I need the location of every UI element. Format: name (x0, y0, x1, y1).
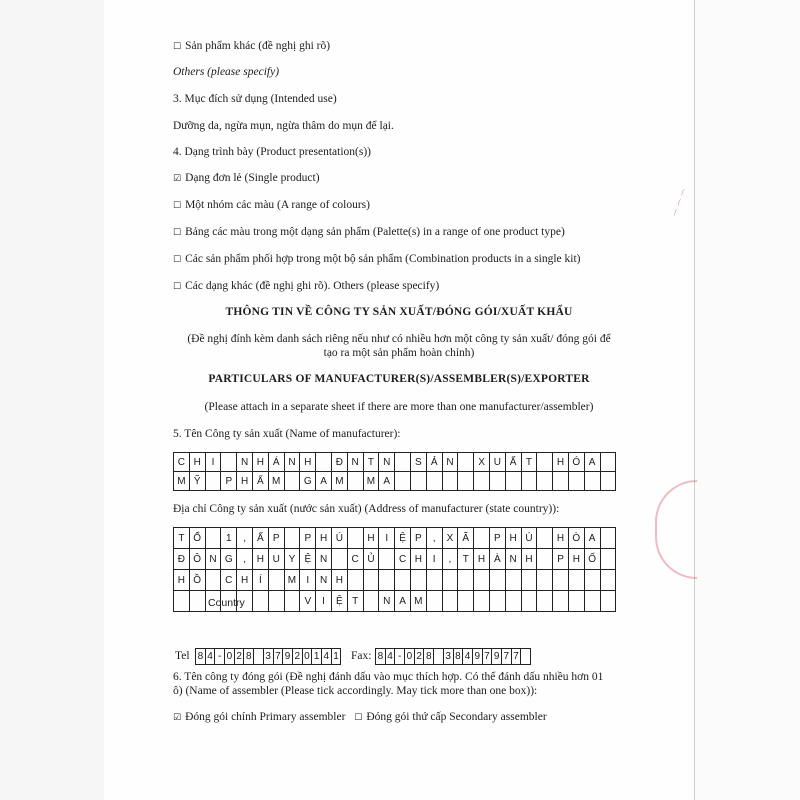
char-cell[interactable]: P (269, 528, 285, 549)
option-palette: ☐ Bảng các màu trong một dạng sản phẩm (Palette(s) in a range of one product type) (173, 226, 565, 238)
char-cell[interactable]: N (443, 453, 459, 472)
digit-cell[interactable]: 3 (444, 649, 454, 665)
char-cell[interactable]: H (522, 549, 538, 570)
char-cell[interactable]: X (443, 528, 459, 549)
char-cell[interactable]: C (395, 549, 411, 570)
char-cell[interactable]: Ồ (190, 570, 206, 591)
char-cell[interactable] (506, 570, 522, 591)
char-cell[interactable] (411, 570, 427, 591)
char-cell[interactable]: , (427, 528, 443, 549)
char-cell[interactable] (411, 472, 427, 491)
digit-cell[interactable]: 2 (235, 649, 245, 665)
option-other-products: ☐ Sản phẩm khác (đề nghị ghi rõ) (173, 40, 331, 52)
digit-cell[interactable]: 0 (303, 649, 313, 665)
char-cell[interactable] (601, 528, 617, 549)
digit-cell[interactable]: 9 (283, 649, 293, 665)
char-cell[interactable]: N (206, 549, 222, 570)
char-cell[interactable]: 1 (221, 528, 237, 549)
char-cell[interactable]: M (174, 472, 190, 491)
digit-cell[interactable]: 1 (312, 649, 322, 665)
char-cell[interactable]: H (253, 453, 269, 472)
manufacturer-name-grid (173, 452, 616, 491)
char-cell[interactable]: A (395, 591, 411, 612)
digit-cell[interactable]: 9 (492, 649, 502, 665)
char-cell[interactable]: T (174, 528, 190, 549)
char-cell[interactable]: V (300, 591, 316, 612)
red-stamp-top-icon: ⌒ ⌒ ⌒ (673, 188, 692, 219)
char-cell[interactable] (285, 472, 301, 491)
char-cell[interactable]: Ẩ (253, 472, 269, 491)
char-cell[interactable]: U (490, 453, 506, 472)
char-cell[interactable] (601, 591, 617, 612)
char-cell[interactable]: Ủ (364, 549, 380, 570)
char-cell[interactable] (585, 591, 601, 612)
unchecked-box-icon[interactable]: ☐ (173, 201, 182, 211)
char-cell[interactable] (443, 472, 459, 491)
digit-cell[interactable]: 7 (512, 649, 522, 665)
digit-cell[interactable]: 8 (376, 649, 386, 665)
digit-cell[interactable]: 7 (483, 649, 493, 665)
char-cell[interactable]: N (316, 570, 332, 591)
digit-cell[interactable]: 3 (264, 649, 274, 665)
unchecked-box-icon[interactable]: ☐ (173, 228, 182, 238)
char-cell[interactable]: Ả (427, 453, 443, 472)
char-cell[interactable]: H (474, 549, 490, 570)
char-cell[interactable]: Ô (190, 549, 206, 570)
char-cell[interactable]: T (458, 549, 474, 570)
fax-grid (375, 648, 531, 665)
char-cell[interactable] (601, 549, 617, 570)
char-cell[interactable]: H (364, 528, 380, 549)
char-cell[interactable]: A (585, 453, 601, 472)
char-cell[interactable]: P (490, 528, 506, 549)
digit-cell[interactable]: 4 (386, 649, 396, 665)
others-en-label: Others (please specify) (173, 66, 280, 78)
intended-use-label: 3. Mục đích sử dụng (Intended use) (173, 93, 337, 105)
char-cell[interactable]: N (379, 453, 395, 472)
char-cell[interactable] (553, 472, 569, 491)
char-cell[interactable]: H (174, 570, 190, 591)
char-cell[interactable] (206, 472, 222, 491)
right-background (695, 0, 800, 800)
char-cell[interactable]: À (490, 549, 506, 570)
char-cell[interactable]: P (411, 528, 427, 549)
char-cell[interactable]: P (553, 549, 569, 570)
digit-cell[interactable]: - (395, 649, 405, 665)
char-cell[interactable]: Ó (569, 453, 585, 472)
option-other-forms: ☐ Các dạng khác (đề nghị ghi rõ). Others (please specify) (173, 280, 440, 292)
char-cell[interactable]: M (269, 472, 285, 491)
char-cell[interactable]: N (379, 591, 395, 612)
char-cell[interactable]: H (411, 549, 427, 570)
char-cell[interactable]: H (553, 453, 569, 472)
char-cell[interactable]: H (332, 570, 348, 591)
char-cell[interactable]: A (585, 528, 601, 549)
char-cell[interactable] (458, 472, 474, 491)
char-cell[interactable] (379, 549, 395, 570)
char-cell[interactable]: , (237, 549, 253, 570)
char-cell[interactable]: I (316, 591, 332, 612)
char-cell[interactable]: Ệ (395, 528, 411, 549)
char-cell[interactable] (585, 570, 601, 591)
digit-cell[interactable]: 8 (244, 649, 254, 665)
digit-cell[interactable]: 2 (415, 649, 425, 665)
char-cell[interactable] (458, 591, 474, 612)
digit-cell[interactable] (521, 649, 531, 665)
char-cell[interactable]: I (379, 528, 395, 549)
char-cell[interactable]: P (221, 472, 237, 491)
char-cell[interactable]: H (253, 549, 269, 570)
char-cell[interactable]: H (506, 528, 522, 549)
assembler-label-line1: 6. Tên công ty đóng gói (Đề nghị đánh dấu vào mục thích hợp. Có thể đánh dấu nhiều hơn 01 (173, 671, 604, 683)
char-cell[interactable] (364, 591, 380, 612)
tel-grid (195, 648, 341, 665)
char-cell[interactable] (601, 453, 617, 472)
checked-box-icon[interactable]: ☑ (173, 713, 182, 723)
char-cell[interactable]: Á (269, 453, 285, 472)
char-cell[interactable] (348, 472, 364, 491)
char-cell[interactable]: N (348, 453, 364, 472)
char-cell[interactable] (506, 472, 522, 491)
char-cell[interactable] (206, 528, 222, 549)
char-cell[interactable] (569, 570, 585, 591)
char-cell[interactable] (395, 570, 411, 591)
char-cell[interactable]: C (221, 570, 237, 591)
char-cell[interactable] (427, 570, 443, 591)
char-cell[interactable]: Y (285, 549, 301, 570)
tel-label: Tel (175, 650, 190, 662)
char-cell[interactable] (348, 570, 364, 591)
manufacturer-name-label: 5. Tên Công ty sản xuất (Name of manufacturer): (173, 428, 401, 440)
char-cell[interactable] (221, 453, 237, 472)
digit-cell[interactable]: 0 (405, 649, 415, 665)
char-cell[interactable] (490, 591, 506, 612)
digit-cell[interactable]: 8 (196, 649, 206, 665)
char-cell[interactable] (427, 591, 443, 612)
unchecked-box-icon[interactable]: ☐ (173, 42, 182, 52)
char-cell[interactable] (348, 528, 364, 549)
digit-cell[interactable]: 7 (502, 649, 512, 665)
char-cell[interactable] (490, 570, 506, 591)
char-cell[interactable]: T (522, 453, 538, 472)
unchecked-box-icon[interactable]: ☐ (173, 255, 182, 265)
char-cell[interactable]: Ỹ (190, 472, 206, 491)
char-cell[interactable]: G (300, 472, 316, 491)
digit-cell[interactable]: - (215, 649, 225, 665)
char-cell[interactable] (285, 591, 301, 612)
char-cell[interactable] (458, 570, 474, 591)
secondary-assembler-label: Đóng gói thứ cấp Secondary assembler (366, 711, 547, 723)
char-cell[interactable]: , (443, 549, 459, 570)
char-cell[interactable]: N (506, 549, 522, 570)
char-cell[interactable] (190, 591, 206, 612)
char-cell[interactable]: H (237, 570, 253, 591)
char-cell[interactable]: Ệ (300, 549, 316, 570)
digit-cell[interactable]: 8 (454, 649, 464, 665)
char-cell[interactable] (364, 570, 380, 591)
char-cell[interactable]: Ố (585, 549, 601, 570)
char-cell[interactable] (490, 472, 506, 491)
char-cell[interactable]: T (364, 453, 380, 472)
char-cell[interactable] (537, 549, 553, 570)
char-cell[interactable] (316, 453, 332, 472)
digit-cell[interactable]: 4 (206, 649, 216, 665)
char-cell[interactable]: H (237, 472, 253, 491)
char-cell[interactable] (427, 472, 443, 491)
char-cell[interactable]: Ò (569, 528, 585, 549)
char-cell[interactable]: Ú (332, 528, 348, 549)
intended-use-value: Dưỡng da, ngừa mụn, ngừa thâm do mụn để lại. (173, 120, 394, 132)
char-cell[interactable]: A (379, 472, 395, 491)
char-cell[interactable]: H (553, 528, 569, 549)
section-note-en: (Please attach in a separate sheet if there are more than one manufacturer/assembler) (204, 401, 594, 413)
char-cell[interactable] (522, 472, 538, 491)
char-cell[interactable]: S (411, 453, 427, 472)
section-title-vi: THÔNG TIN VỀ CÔNG TY SẢN XUẤT/ĐÓNG GÓI/XUẤT KHẨU (225, 306, 573, 318)
unchecked-box-icon[interactable]: ☐ (173, 282, 182, 292)
char-cell[interactable] (269, 570, 285, 591)
char-cell[interactable] (395, 453, 411, 472)
section-note-vi-line2: tạo ra một sản phẩm hoàn chỉnh) (323, 347, 475, 359)
char-cell[interactable]: Ấ (253, 528, 269, 549)
assembler-label-line2: ô) (Name of assembler (Please tick accordingly. May tick more than one box)): (173, 685, 538, 697)
char-cell[interactable] (474, 472, 490, 491)
digit-cell[interactable]: 4 (322, 649, 332, 665)
option-single-product: ☑ Dạng đơn lẻ (Single product) (173, 172, 320, 184)
char-cell[interactable]: M (364, 472, 380, 491)
char-cell[interactable] (537, 591, 553, 612)
char-cell[interactable] (395, 472, 411, 491)
char-cell[interactable]: M (411, 591, 427, 612)
char-cell[interactable] (569, 472, 585, 491)
left-background (0, 0, 104, 800)
char-cell[interactable] (269, 591, 285, 612)
char-cell[interactable]: N (316, 549, 332, 570)
unchecked-box-icon[interactable]: ☐ (354, 713, 363, 723)
char-cell[interactable]: I (206, 453, 222, 472)
section-note-vi-line1: (Đề nghị đính kèm danh sách riêng nếu như có nhiều hơn một công ty sản xuất/ đóng gói để (187, 333, 611, 345)
digit-cell[interactable]: 4 (463, 649, 473, 665)
manufacturer-address-label: Địa chỉ Công ty sản xuất (nước sản xuất) (Address of manufacturer (state country)): (173, 503, 560, 515)
fax-label: Fax: (351, 650, 372, 662)
char-cell[interactable]: N (285, 453, 301, 472)
char-cell[interactable]: Ã (458, 528, 474, 549)
char-cell[interactable] (601, 570, 617, 591)
checked-box-icon[interactable]: ☑ (173, 174, 182, 184)
char-cell[interactable] (458, 453, 474, 472)
char-cell[interactable] (537, 472, 553, 491)
char-cell[interactable] (174, 591, 190, 612)
char-cell[interactable] (522, 591, 538, 612)
char-cell[interactable]: H (190, 453, 206, 472)
digit-cell[interactable]: 1 (332, 649, 342, 665)
char-cell[interactable]: H (316, 528, 332, 549)
digit-cell[interactable]: 9 (473, 649, 483, 665)
char-cell[interactable]: H (300, 453, 316, 472)
char-cell[interactable]: C (348, 549, 364, 570)
char-cell[interactable]: Ấ (506, 453, 522, 472)
digit-cell[interactable]: 8 (424, 649, 434, 665)
char-cell[interactable]: I (427, 549, 443, 570)
char-cell[interactable]: Í (253, 570, 269, 591)
char-cell[interactable]: M (332, 472, 348, 491)
char-cell[interactable] (585, 472, 601, 491)
char-cell[interactable] (474, 528, 490, 549)
char-cell[interactable]: T (348, 591, 364, 612)
char-cell[interactable] (522, 570, 538, 591)
char-cell[interactable] (474, 591, 490, 612)
assembler-options (173, 711, 547, 725)
char-cell[interactable] (474, 570, 490, 591)
char-cell[interactable]: A (316, 472, 332, 491)
option-range-colours: ☐ Một nhóm các màu (A range of colours) (173, 199, 370, 211)
char-cell[interactable]: C (174, 453, 190, 472)
char-cell[interactable] (443, 591, 459, 612)
char-cell[interactable] (443, 570, 459, 591)
char-cell[interactable]: N (237, 453, 253, 472)
char-cell[interactable] (537, 453, 553, 472)
char-cell[interactable] (379, 570, 395, 591)
section-title-en: PARTICULARS OF MANUFACTURER(S)/ASSEMBLER(S)/EXPORTER (208, 373, 590, 385)
digit-cell[interactable] (434, 649, 444, 665)
char-cell[interactable]: Ệ (332, 591, 348, 612)
char-cell[interactable]: H (569, 549, 585, 570)
presentation-label: 4. Dạng trình bày (Product presentation(s)) (173, 146, 372, 158)
char-cell[interactable]: M (285, 570, 301, 591)
char-cell[interactable]: , (237, 528, 253, 549)
char-cell[interactable] (206, 570, 222, 591)
primary-assembler-label: Đóng gói chính Primary assembler (185, 711, 346, 723)
char-cell[interactable] (537, 570, 553, 591)
country-label: Country (208, 597, 245, 609)
digit-cell[interactable] (254, 649, 264, 665)
char-cell[interactable]: Đ (174, 549, 190, 570)
char-cell[interactable] (601, 472, 617, 491)
char-cell[interactable] (537, 528, 553, 549)
char-cell[interactable] (553, 591, 569, 612)
option-combination: ☐ Các sản phẩm phối hợp trong một bộ sản phẩm (Combination products in a single kit) (173, 253, 581, 265)
char-cell[interactable]: P (300, 528, 316, 549)
char-cell[interactable]: U (269, 549, 285, 570)
char-cell[interactable]: Ú (522, 528, 538, 549)
char-cell[interactable]: Đ (332, 453, 348, 472)
char-cell[interactable] (569, 591, 585, 612)
char-cell[interactable]: I (300, 570, 316, 591)
char-cell[interactable]: G (221, 549, 237, 570)
char-cell[interactable] (253, 591, 269, 612)
char-cell[interactable] (285, 528, 301, 549)
char-cell[interactable] (506, 591, 522, 612)
char-cell[interactable] (553, 570, 569, 591)
char-cell[interactable]: Ổ (190, 528, 206, 549)
digit-cell[interactable]: 0 (225, 649, 235, 665)
digit-cell[interactable]: 2 (293, 649, 303, 665)
char-cell[interactable]: X (474, 453, 490, 472)
digit-cell[interactable]: 7 (274, 649, 284, 665)
char-cell[interactable] (332, 549, 348, 570)
